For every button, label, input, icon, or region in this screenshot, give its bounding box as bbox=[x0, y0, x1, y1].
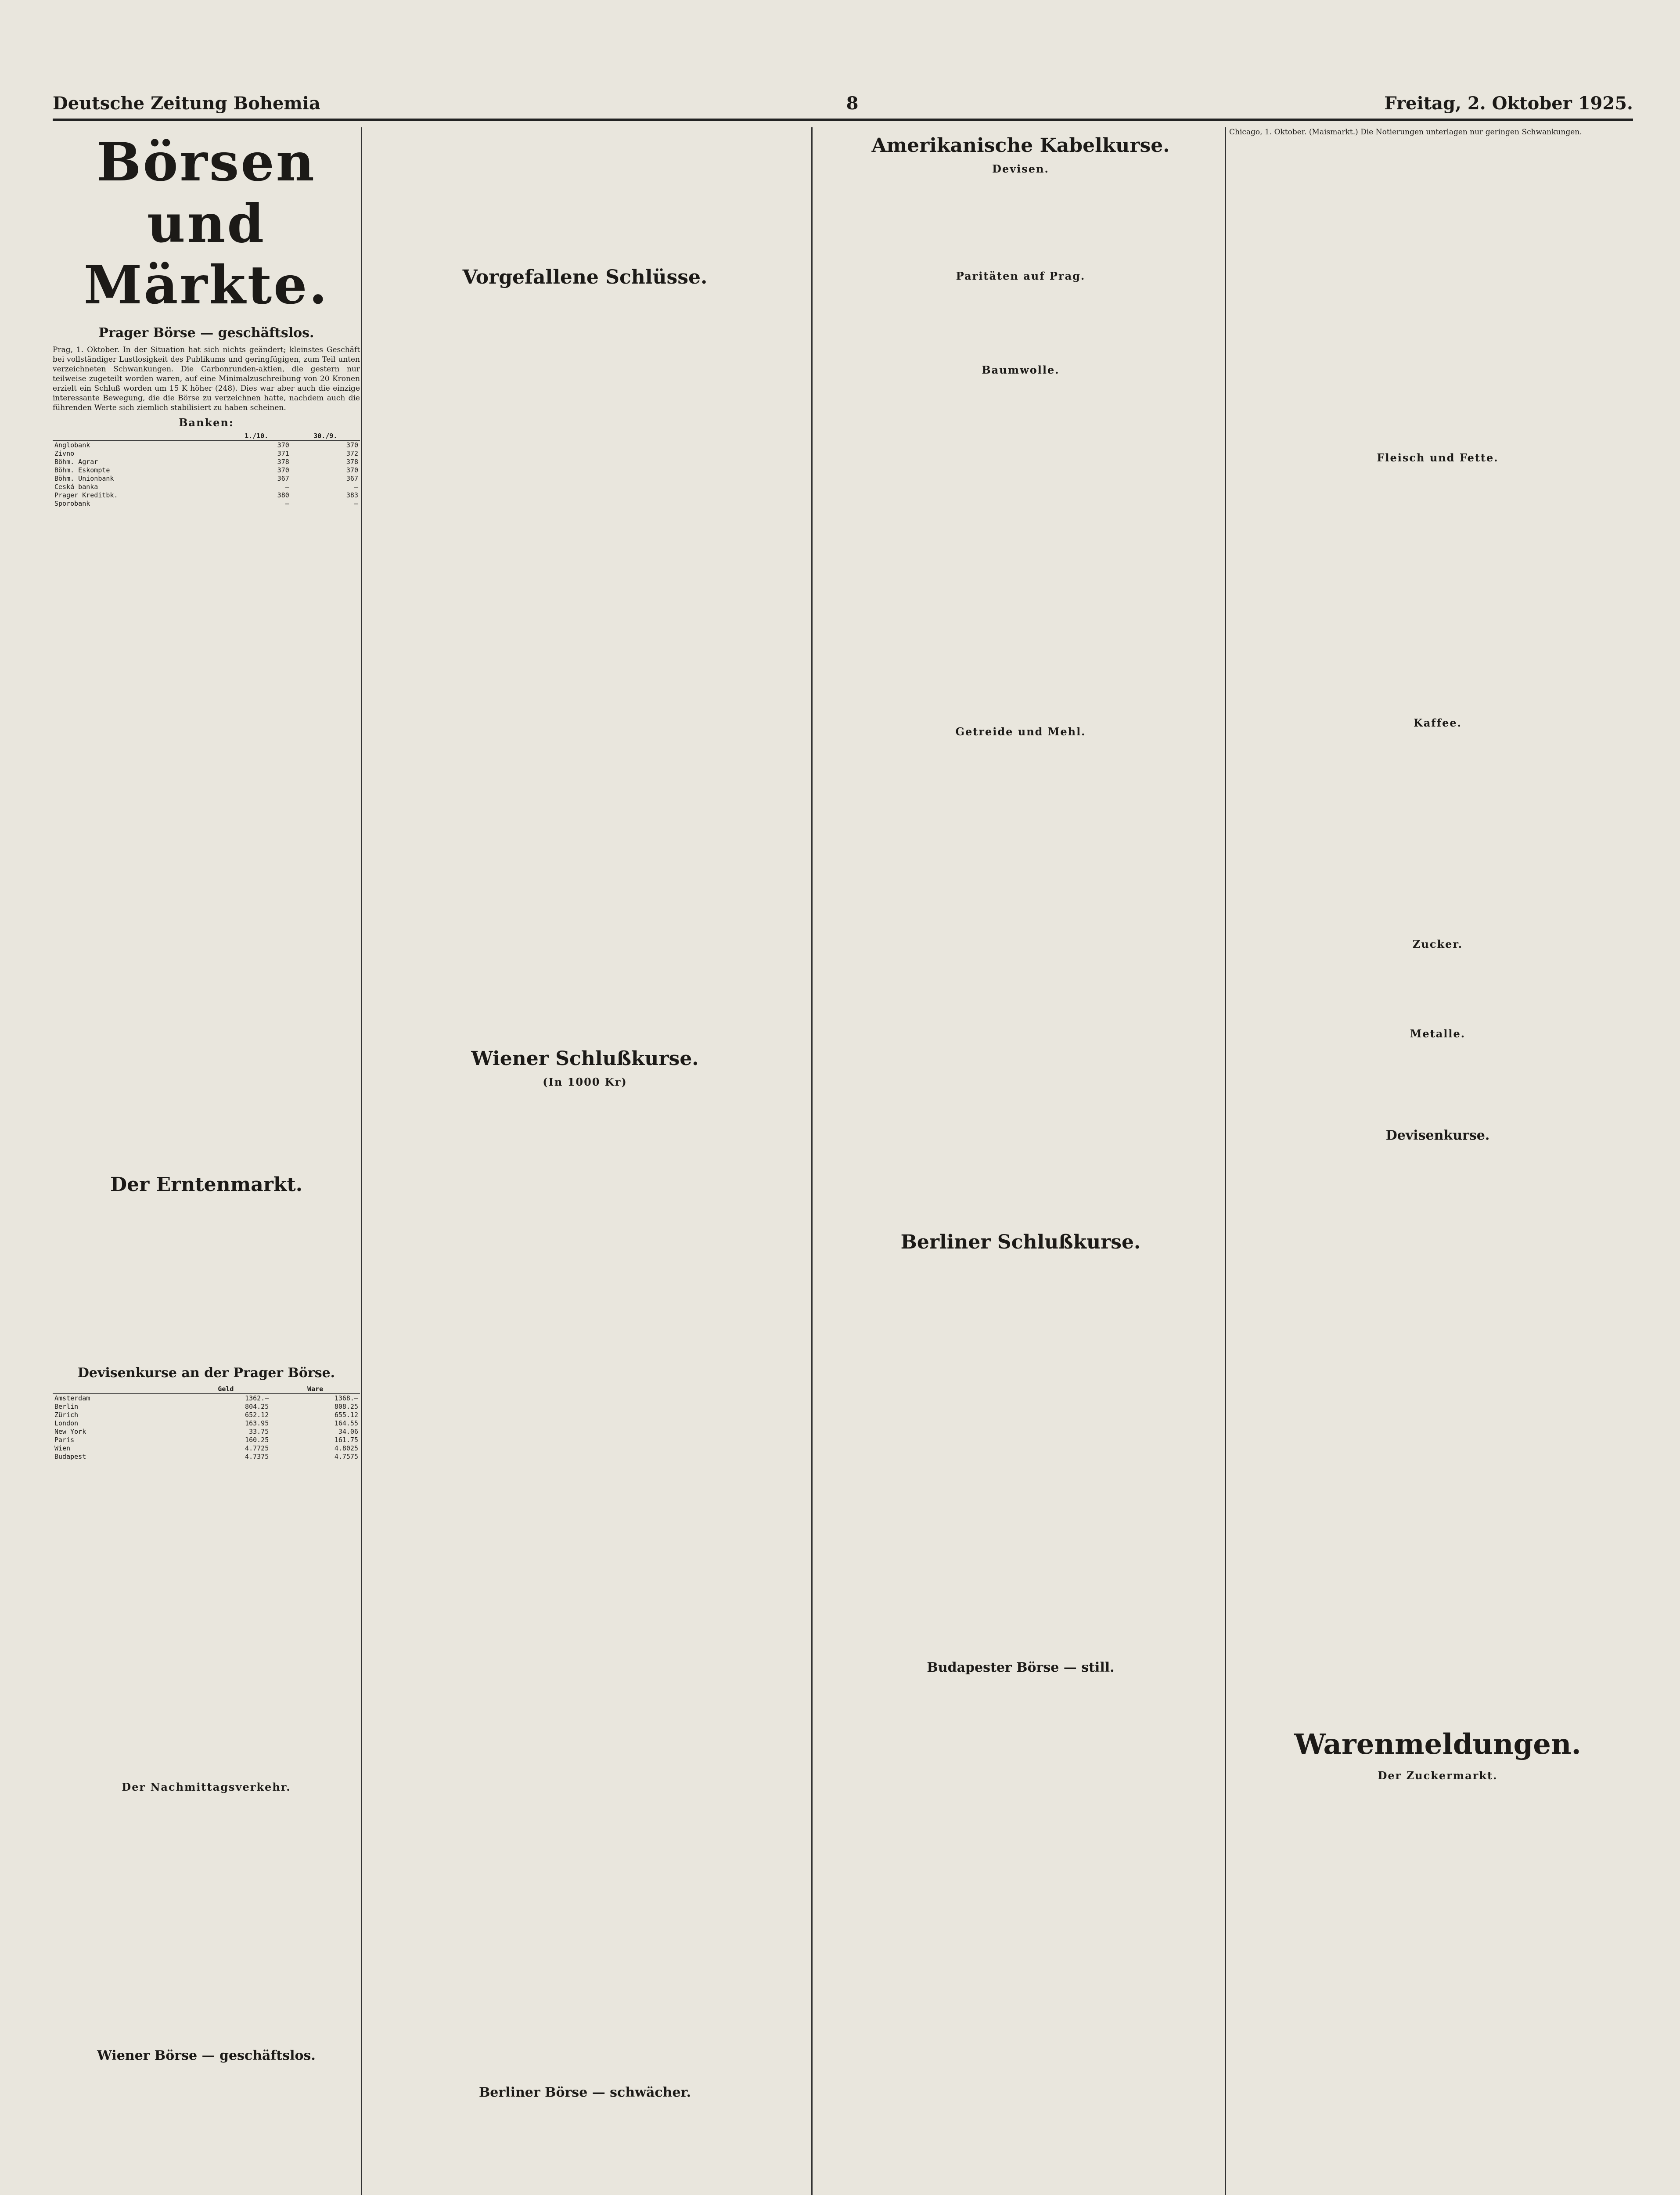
table-row bbox=[53, 1453, 360, 1461]
table-row bbox=[53, 491, 360, 500]
table-cell: Zivno bbox=[54, 450, 75, 457]
table-cell: Berlin bbox=[54, 1403, 79, 1411]
text-block bbox=[1229, 1043, 1646, 1122]
section-subheading: Getreide und Mehl. bbox=[955, 725, 1086, 738]
table-cell: — bbox=[285, 500, 289, 507]
table-cell: 804.25 bbox=[245, 1403, 269, 1411]
section-heading: Wiener Schlußkurse. bbox=[471, 1047, 699, 1070]
text-block bbox=[819, 178, 1223, 266]
table-cell: 370 bbox=[277, 441, 289, 449]
table-cell: 372 bbox=[346, 450, 358, 457]
table-cell: 370 bbox=[346, 466, 358, 474]
table-cell: 4.7725 bbox=[245, 1444, 269, 1452]
table-cell: Sporobank bbox=[54, 500, 90, 507]
table-row bbox=[53, 1428, 360, 1436]
table-cell: 370 bbox=[277, 466, 289, 474]
banks-table bbox=[53, 432, 360, 508]
column-1 bbox=[53, 127, 360, 2068]
table-cell: 655.12 bbox=[334, 1411, 358, 1419]
table-header-cell: Ware bbox=[270, 1385, 360, 1394]
text-block bbox=[53, 1796, 360, 2042]
article-text: Chicago, 1. Oktober. (Maismarkt.) Die Notierungen unterlagen nur geringen Schwankungen. bbox=[1229, 128, 1582, 137]
table-cell: Zürich bbox=[54, 1411, 79, 1419]
text-block bbox=[53, 1202, 360, 1360]
section-heading: Vorgefallene Schlüsse. bbox=[462, 266, 708, 288]
table-cell: — bbox=[354, 483, 358, 491]
section-subheading: Baumwolle. bbox=[982, 363, 1060, 376]
text-block bbox=[819, 285, 1223, 360]
text-block bbox=[1229, 732, 1646, 934]
table-header-cell bbox=[53, 432, 222, 441]
table-row bbox=[53, 483, 360, 491]
devisen-table bbox=[53, 1385, 360, 1461]
section-heading: Wiener Börse — geschäftslos. bbox=[97, 2048, 316, 2063]
section-heading: Berliner Schlußkurse. bbox=[900, 1231, 1141, 1253]
table-cell: 163.95 bbox=[245, 1419, 269, 1427]
text-block bbox=[1229, 954, 1646, 1024]
text-block bbox=[1229, 140, 1646, 448]
text-block bbox=[364, 127, 806, 259]
table-block bbox=[364, 294, 806, 1040]
table-row bbox=[53, 441, 360, 450]
table-cell: 371 bbox=[277, 450, 289, 457]
table-cell: London bbox=[54, 1419, 79, 1427]
table-row bbox=[53, 1444, 360, 1453]
table-cell: 367 bbox=[277, 475, 289, 482]
section-heading: Budapester Börse — still. bbox=[927, 1660, 1115, 1675]
section-subheading: Metalle. bbox=[1410, 1027, 1466, 1040]
table-cell: 161.75 bbox=[334, 1436, 358, 1444]
table-cell: 164.55 bbox=[334, 1419, 358, 1427]
table-cell: 652.12 bbox=[245, 1411, 269, 1419]
table-row bbox=[53, 1419, 360, 1428]
section-subheading: Zucker. bbox=[1412, 938, 1463, 950]
table-cell: Prager Kreditbk. bbox=[54, 491, 118, 499]
section-subheading: (In 1000 Kr) bbox=[543, 1076, 627, 1088]
table-header-cell bbox=[53, 1385, 181, 1394]
table-row bbox=[53, 475, 360, 483]
section-subheading: Kaffee. bbox=[1414, 716, 1462, 729]
article-text: Prag, 1. Oktober. In der Situation hat sich nichts geändert; kleinstes Geschäft bei vollständiger Lustlosigkeit des Publikums und geringfügigen, zum Teil unten verzeichneten Schwankungen. Die Carbonrunden-aktien, die gestern nur teilweise zugeteilt worden waren, auf eine Minimalzuschreibung von 20 Kronen erzielt ein Schluß worden um 15 K höher (248). Dies war aber auch die einzige interessante Bewegung, die die Börse zu verzeichnen hatte, nachdem auch die führenden Werte sich ziemlich stabilisiert zu haben scheinen. bbox=[53, 345, 360, 412]
table-row bbox=[53, 500, 360, 508]
table-row bbox=[53, 1436, 360, 1444]
table-cell: 33.75 bbox=[249, 1428, 269, 1436]
table-cell: 370 bbox=[346, 441, 358, 449]
text-block bbox=[819, 379, 1223, 722]
text-block bbox=[1229, 1785, 1646, 2092]
table-cell: 383 bbox=[346, 491, 358, 499]
column-rule bbox=[361, 127, 362, 2195]
section-heading: Der Nachmittagsverkehr. bbox=[122, 1781, 291, 1793]
table-cell: Anglobank bbox=[54, 441, 90, 449]
table-cell: Böhm. Agrar bbox=[54, 458, 98, 466]
table-header-cell: 1./10. bbox=[222, 432, 291, 441]
masthead bbox=[53, 88, 1633, 121]
table-cell: 1362.— bbox=[245, 1394, 269, 1402]
table-caption: Banken: bbox=[179, 416, 234, 429]
table-cell: — bbox=[354, 500, 358, 507]
section-subheading: Der Zuckermarkt. bbox=[1378, 1769, 1498, 1782]
section-heading: Devisenkurse an der Prager Börse. bbox=[77, 1365, 335, 1381]
table-cell: 808.25 bbox=[334, 1403, 358, 1411]
table-cell: 4.8025 bbox=[334, 1444, 358, 1452]
table-cell: 378 bbox=[277, 458, 289, 466]
table-cell: 367 bbox=[346, 475, 358, 482]
table-cell: 4.7575 bbox=[334, 1453, 358, 1461]
table-cell: Budapest bbox=[54, 1453, 86, 1461]
table-row bbox=[53, 1411, 360, 1419]
table-row bbox=[53, 450, 360, 458]
table-cell: — bbox=[285, 483, 289, 491]
column-rule bbox=[811, 127, 813, 2195]
section-subheading: Devisen. bbox=[992, 162, 1049, 175]
table-row bbox=[53, 466, 360, 475]
table-header-cell: 30./9. bbox=[291, 432, 360, 441]
table-row bbox=[53, 458, 360, 466]
text-block bbox=[1229, 1148, 1646, 1718]
section-heading: Prager Börse — geschäftslos. bbox=[98, 325, 314, 341]
text-block bbox=[53, 508, 360, 1166]
section-heading: Der Erntenmarkt. bbox=[110, 1173, 303, 1196]
section-heading: Devisenkurse. bbox=[1385, 1128, 1490, 1143]
section-subheading: Paritäten auf Prag. bbox=[956, 270, 1086, 282]
section-heading: Warenmeldungen. bbox=[1294, 1728, 1581, 1761]
text-block bbox=[1229, 467, 1646, 713]
table-cell: 1368.— bbox=[334, 1394, 358, 1402]
table-cell: Ceská banka bbox=[54, 483, 98, 491]
table-cell: Böhm. Unionbank bbox=[54, 475, 114, 482]
table-cell: 380 bbox=[277, 491, 289, 499]
text-block bbox=[819, 741, 1223, 1224]
masthead-date: Freitag, 2. Oktober 1925. bbox=[1384, 93, 1633, 114]
column-3 bbox=[819, 127, 1223, 1680]
column-rule bbox=[1225, 127, 1226, 2195]
table-cell: 160.25 bbox=[245, 1436, 269, 1444]
section-subheading: Fleisch und Fette. bbox=[1377, 451, 1499, 464]
page-number: 8 bbox=[846, 93, 859, 114]
table-cell: New York bbox=[54, 1428, 86, 1436]
table-cell: 378 bbox=[346, 458, 358, 466]
table-cell: 4.7375 bbox=[245, 1453, 269, 1461]
text-block bbox=[53, 1461, 360, 1777]
table-cell: 34.06 bbox=[338, 1428, 358, 1436]
table-cell: Amsterdam bbox=[54, 1394, 90, 1402]
table-block bbox=[819, 1259, 1223, 1654]
table-cell: Wien bbox=[54, 1444, 71, 1452]
table-cell: Böhm. Eskompte bbox=[54, 466, 110, 474]
table-row bbox=[53, 1403, 360, 1411]
table-row bbox=[53, 1394, 360, 1403]
table-header-cell: Geld bbox=[181, 1385, 271, 1394]
section-heading: Amerikanische Kabelkurse. bbox=[871, 134, 1170, 157]
section-heading: Berliner Börse — schwächer. bbox=[478, 2085, 691, 2100]
table-block bbox=[364, 1091, 806, 2079]
column-2 bbox=[364, 127, 806, 2105]
masthead-paper-name: Deutsche Zeitung Bohemia bbox=[53, 93, 320, 114]
table-cell: Paris bbox=[54, 1436, 75, 1444]
page-title: Börsen und Märkte. bbox=[83, 131, 329, 316]
column-4 bbox=[1229, 127, 1646, 2092]
